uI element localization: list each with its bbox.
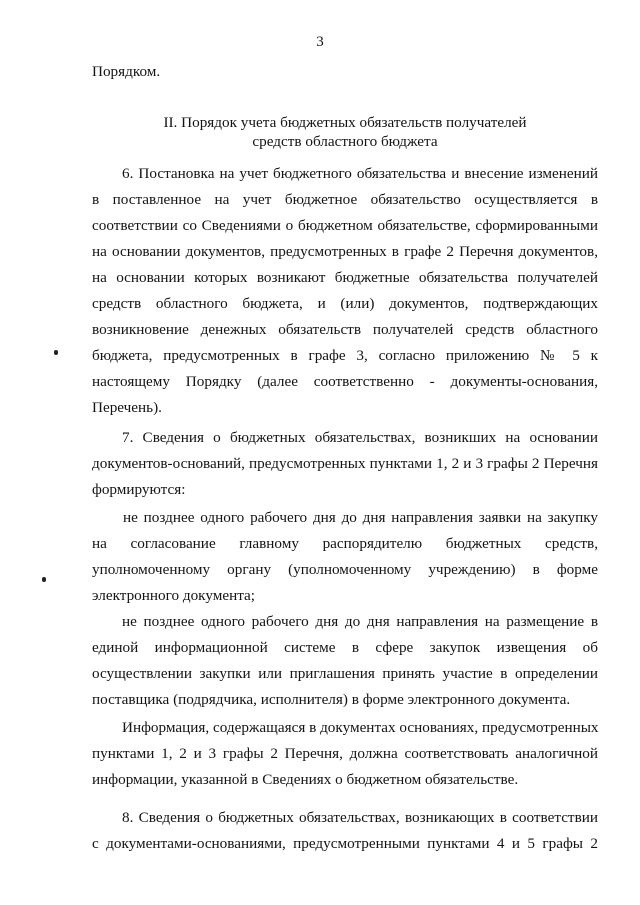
paragraph-line: пунктами 1, 2 и 3 графы 2 Перечня, должна соответствовать аналогичной	[92, 745, 598, 762]
text-line: Порядком.	[92, 63, 161, 80]
paragraph-line: в поставленное на учет бюджетное обязательство осуществляется в	[92, 191, 598, 208]
paragraph-line: 7. Сведения о бюджетных обязательствах, возникших на основании	[122, 429, 598, 446]
scan-dot	[54, 350, 58, 355]
paragraph-line: соответствии со Сведениями о бюджетном обязательстве, сформированными	[92, 217, 598, 234]
list-item-line: осуществлении закупки или приглашения принять участие в определении	[92, 665, 598, 682]
paragraph-line: информации, указанной в Сведениях о бюджетном обязательстве.	[92, 771, 519, 788]
page-number: 3	[316, 34, 324, 50]
paragraph-line: Информация, содержащаяся в документах основаниях, предусмотренных	[122, 719, 599, 736]
paragraph-line: бюджета, предусмотренных в графе 3, согласно приложению № 5 к	[92, 347, 598, 364]
paragraph-line: документов-оснований, предусмотренных пунктами 1, 2 и 3 графы 2 Перечня	[92, 455, 598, 472]
paragraph-line: 6. Постановка на учет бюджетного обязательства и внесение изменений	[122, 165, 598, 182]
section-heading: II. Порядок учета бюджетных обязательств получателей	[163, 114, 527, 131]
paragraph-line: настоящему Порядку (далее соответственно - документы-основания,	[92, 373, 598, 390]
paragraph-line: средств областного бюджета, и (или) документов, подтверждающих	[92, 295, 598, 312]
list-item-line: уполномоченному органу (уполномоченному учреждению) в форме	[92, 561, 598, 578]
scan-dot	[42, 577, 46, 582]
paragraph-line: на основании которых возникают бюджетные обязательства получателей	[92, 269, 598, 286]
paragraph-line: возникновение денежных обязательств получателей средств областного	[92, 321, 598, 338]
paragraph-line: формируются:	[92, 481, 186, 498]
section-heading: средств областного бюджета	[252, 133, 438, 150]
list-item-line: поставщика (подрядчика, исполнителя) в форме электронного документа.	[92, 691, 571, 708]
paragraph-line: на основании документов, предусмотренных в графе 2 Перечня документов,	[92, 243, 598, 260]
paragraph-line: с документами-основаниями, предусмотренными пунктами 4 и 5 графы 2	[92, 835, 598, 852]
list-item-line: электронного документа;	[92, 587, 255, 604]
list-item-line: на согласование главному распорядителю бюджетных средств,	[92, 535, 598, 552]
list-item-line: единой информационной системе в сфере закупок извещения об	[92, 639, 598, 656]
paragraph-line: 8. Сведения о бюджетных обязательствах, возникающих в соответствии	[122, 809, 598, 826]
list-item-line: не позднее одного рабочего дня до дня направления заявки на закупку	[123, 509, 598, 526]
paragraph-line: Перечень).	[92, 399, 162, 416]
list-item-line: не позднее одного рабочего дня до дня направления на размещение в	[122, 613, 598, 630]
